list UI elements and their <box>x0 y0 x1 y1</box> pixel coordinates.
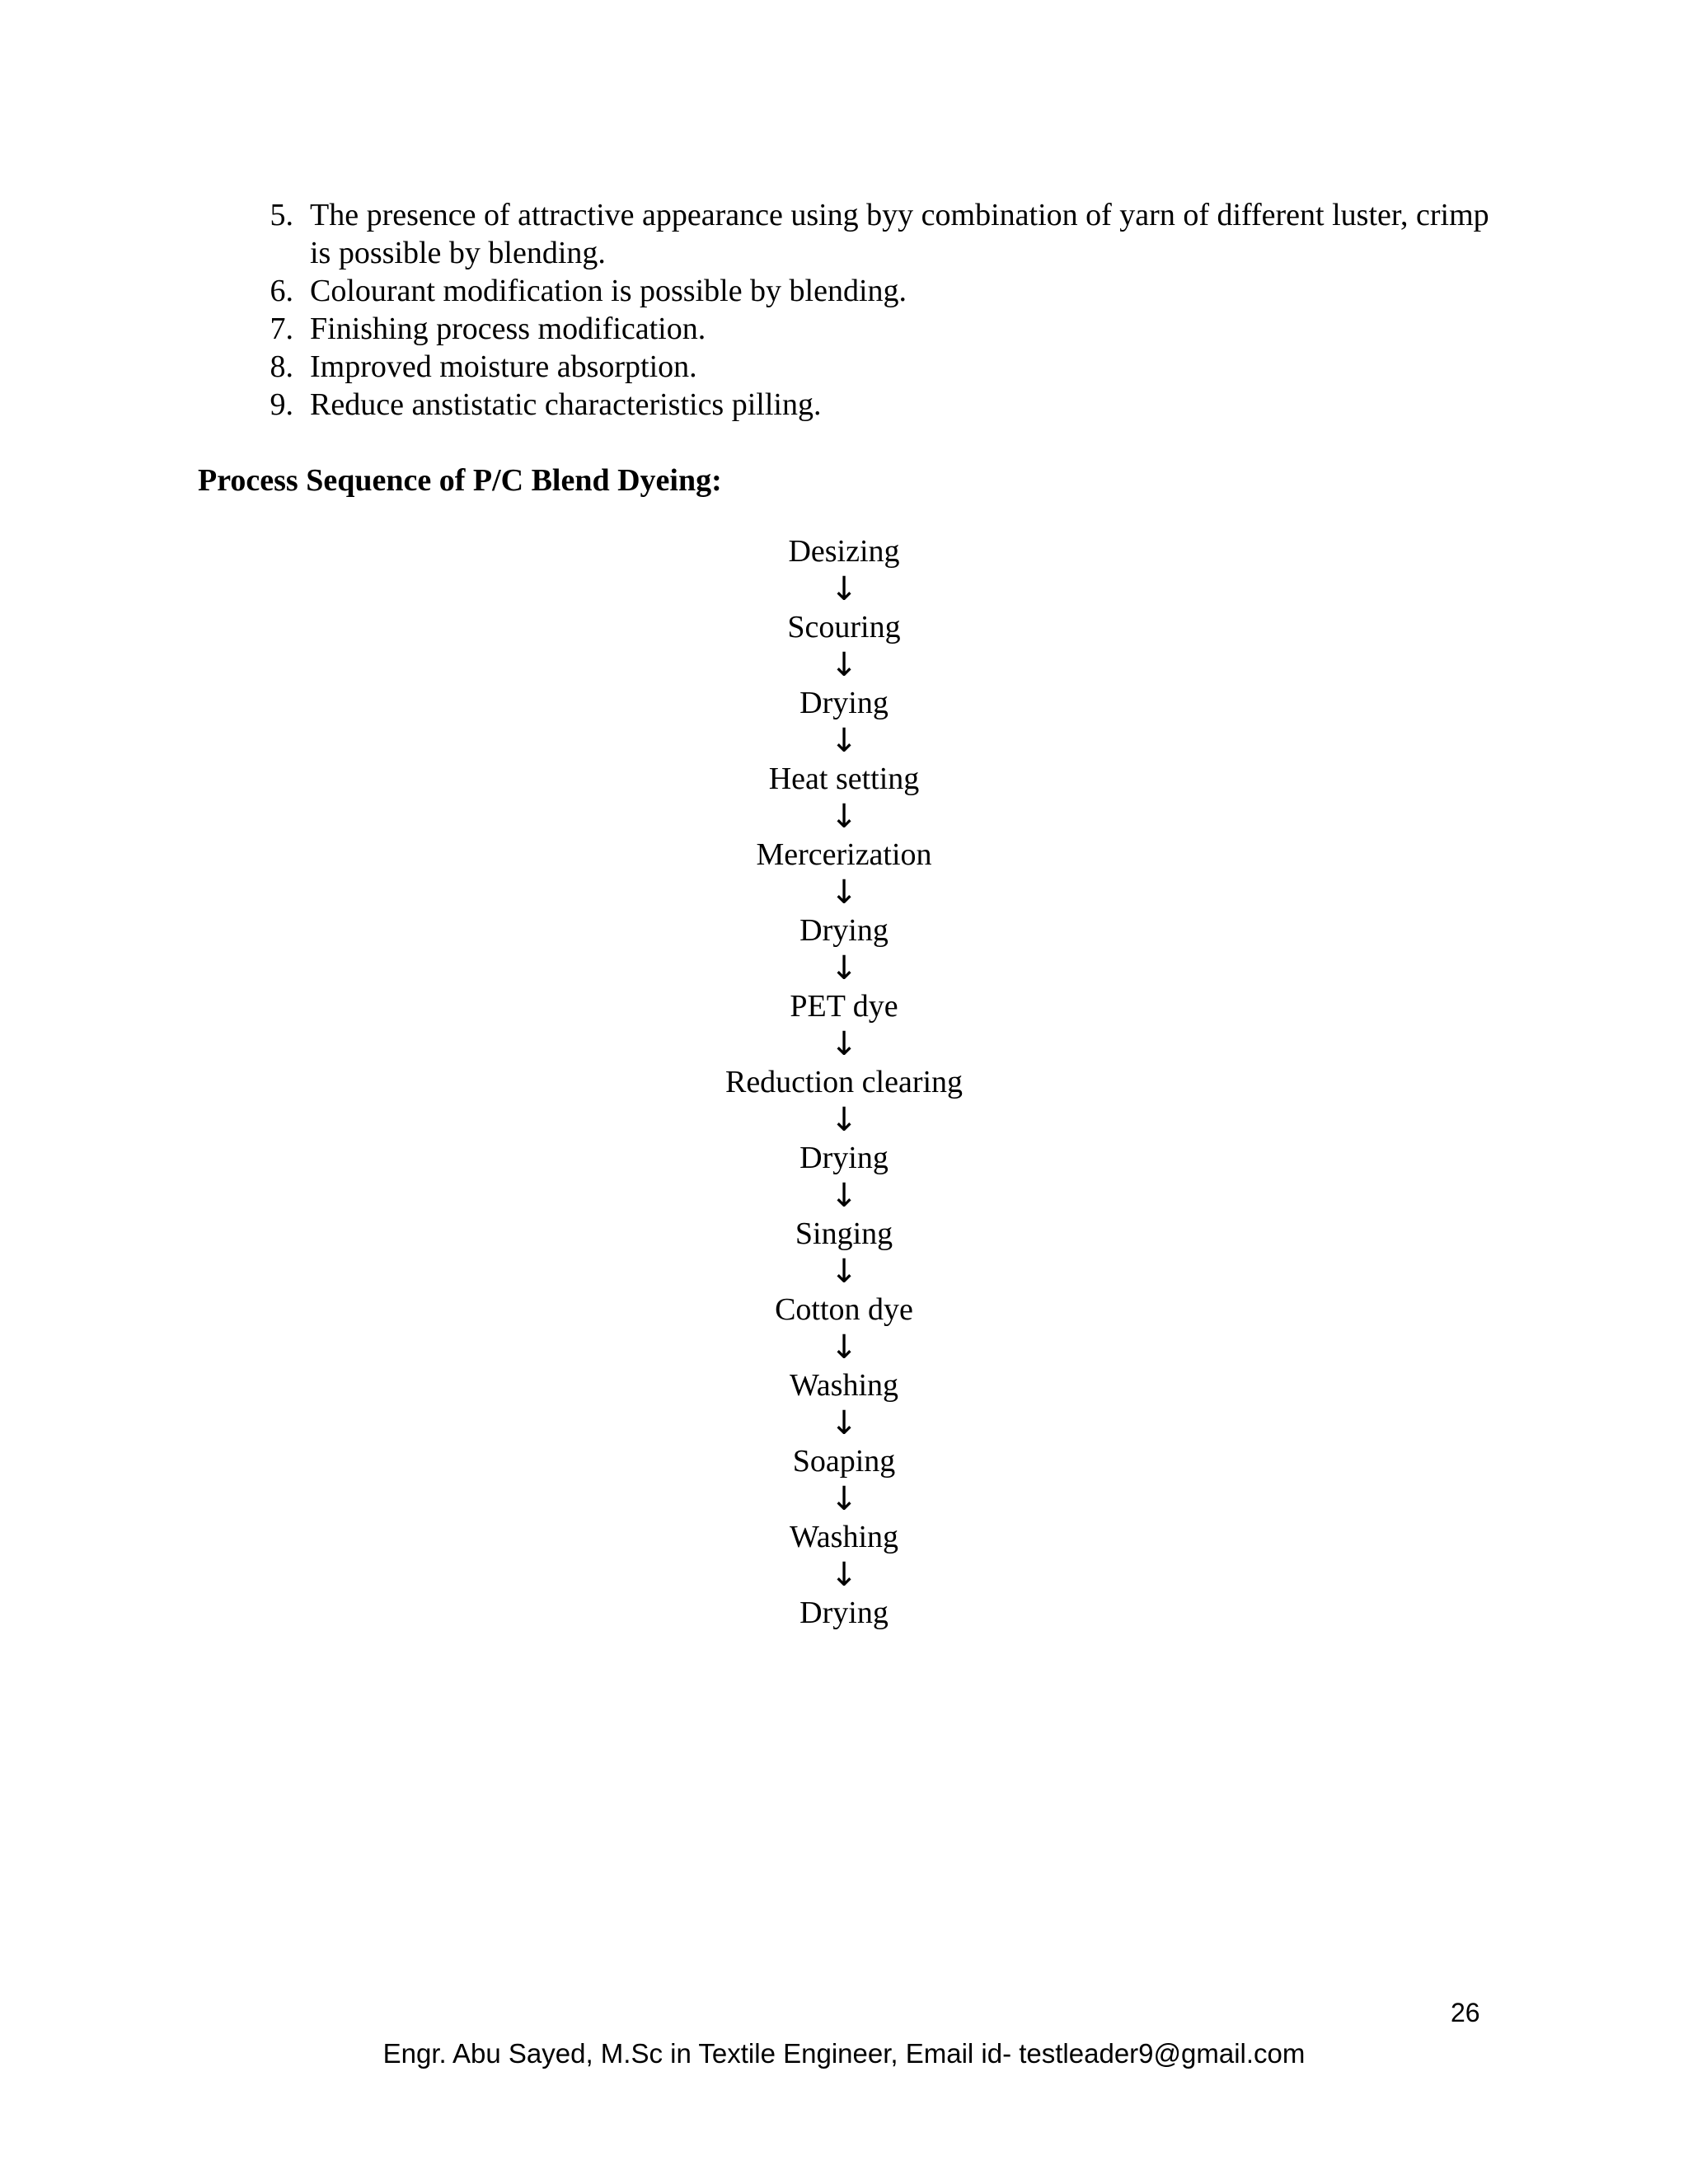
down-arrow-icon: ↓ <box>830 798 858 836</box>
benefits-list <box>239 196 1492 424</box>
process-step: Scouring <box>787 610 901 644</box>
list-number: 7. <box>270 312 293 346</box>
process-flow <box>0 532 1688 1632</box>
down-arrow-icon: ↓ <box>830 874 858 912</box>
down-arrow-icon: ↓ <box>830 1177 858 1215</box>
down-arrow-icon: ↓ <box>830 1253 858 1291</box>
list-number: 5. <box>270 198 293 232</box>
down-arrow-icon: ↓ <box>830 570 858 608</box>
list-number: 8. <box>270 349 293 384</box>
list-item <box>239 386 1492 424</box>
process-step: Drying <box>799 1596 889 1630</box>
process-step: Washing <box>789 1520 899 1554</box>
list-text: The presence of attractive appearance using byy combination of yarn of different luster, crimp is possible by blending. <box>310 198 1489 270</box>
list-text: Improved moisture absorption. <box>310 349 697 384</box>
down-arrow-icon: ↓ <box>830 949 858 987</box>
list-text: Finishing process modification. <box>310 312 706 346</box>
process-step: Reduction clearing <box>724 1065 964 1099</box>
list-item <box>239 272 1492 310</box>
process-step: Drying <box>799 1141 889 1175</box>
list-item <box>239 310 1492 348</box>
down-arrow-icon: ↓ <box>830 1480 858 1518</box>
process-step: Drying <box>799 686 889 720</box>
down-arrow-icon: ↓ <box>830 722 858 760</box>
process-step: Desizing <box>788 534 900 569</box>
list-text: Colourant modification is possible by blending. <box>310 274 907 308</box>
process-step: Cotton dye <box>775 1292 913 1327</box>
page-number: 26 <box>1451 1998 1480 2027</box>
list-text: Reduce anstistatic characteristics pilling. <box>310 387 822 422</box>
section-heading: Process Sequence of P/C Blend Dyeing: <box>198 463 722 498</box>
down-arrow-icon: ↓ <box>830 1404 858 1442</box>
list-number: 9. <box>270 387 293 422</box>
process-step: Soaping <box>792 1444 896 1479</box>
process-step: Singing <box>795 1216 893 1251</box>
page-footer: Engr. Abu Sayed, M.Sc in Textile Engineer, Email id- testleader9@gmail.com <box>382 2038 1306 2069</box>
process-step: PET dye <box>790 989 898 1024</box>
process-step: Drying <box>799 913 889 948</box>
process-step: Mercerization <box>756 837 932 872</box>
down-arrow-icon: ↓ <box>830 1329 858 1366</box>
down-arrow-icon: ↓ <box>830 1101 858 1139</box>
process-step: Heat setting <box>768 762 920 796</box>
down-arrow-icon: ↓ <box>830 1025 858 1063</box>
list-number: 6. <box>270 274 293 308</box>
down-arrow-icon: ↓ <box>830 1556 858 1594</box>
process-step: Washing <box>789 1368 899 1403</box>
down-arrow-icon: ↓ <box>830 646 858 684</box>
list-item <box>239 348 1492 386</box>
list-item <box>239 196 1492 272</box>
